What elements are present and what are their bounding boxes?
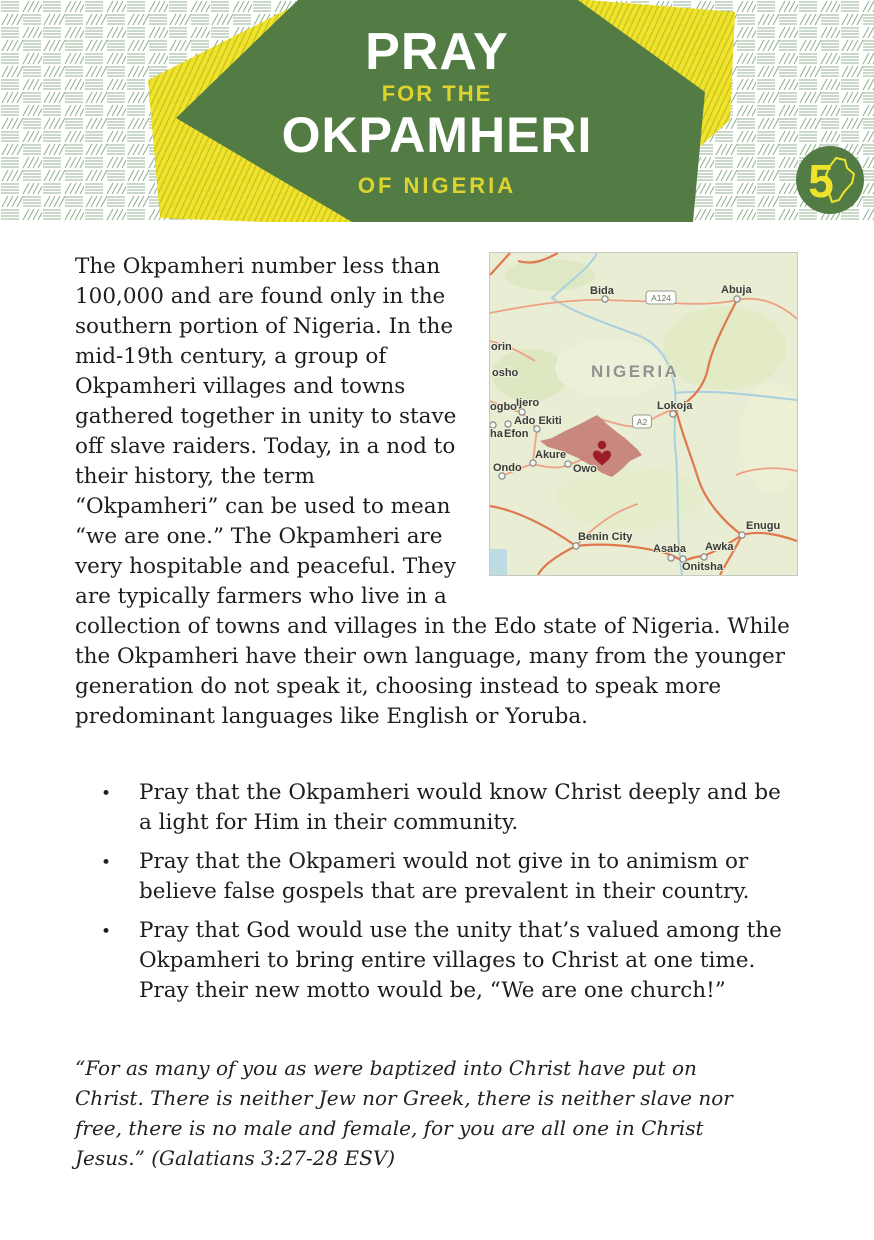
title-pray: PRAY: [365, 23, 509, 81]
prayer-point: • Pray that the Okpamheri would know Christ deeply and be a light for Him in their community.: [99, 778, 798, 838]
nigeria-map-svg: [490, 253, 797, 575]
prayer-points-list: [99, 778, 798, 1006]
city-dot: [505, 421, 511, 427]
nigeria-map: [489, 252, 798, 576]
city-label: Ondo: [493, 462, 522, 474]
partial-city-label: osho: [492, 367, 519, 379]
city-dot: [573, 543, 579, 549]
city-label: Bida: [590, 285, 614, 297]
partial-city-label: ha: [490, 428, 503, 440]
road-badge-label: A2: [636, 417, 648, 427]
city-label: Abuja: [721, 284, 752, 296]
city-label: Ijero: [516, 397, 540, 409]
road-badge-label: A124: [651, 293, 671, 303]
intro-paragraph: The Okpamheri number less than 100,000 and are found only in the southern portion of Nigeria. In the mid-19th century, a group of Okpamheri villages and towns gathered together in unity to stave off slave raiders. Today, in a nod to their history, the term “Okpamheri” can be used to mean “we are one.” The Okpamheri are very hospitable and peaceful. They are typically farmers who live in a collection of towns and villages in the Edo state of Nigeria. While the Okpamheri have their own language, many from the younger generation do not speak it, choosing instead to speak more predominant languages like English or Yoruba.: [75, 254, 790, 729]
partial-city-label: orin: [491, 341, 512, 353]
prayer-point: • Pray that the Okpameri would not give in to animism or believe false gospels that are prevalent in their country.: [99, 847, 798, 907]
prayer-point: • Pray that God would use the unity that’s valued among the Okpamheri to bring entire villages to Christ at one time. Pray their new motto would be, “We are one church!”: [99, 916, 798, 1006]
header-banner: [0, 0, 874, 222]
banner-title: [257, 23, 617, 199]
badge-number: 5: [808, 155, 834, 207]
city-label: Asaba: [653, 543, 687, 555]
city-dot: [734, 296, 740, 302]
water-corner: [490, 549, 507, 575]
partial-city-label: ogbo: [490, 401, 517, 413]
badge-5-africa-icon: [794, 144, 866, 216]
body-content: [0, 222, 874, 1173]
city-label: Benin City: [578, 531, 633, 543]
city-dot: [739, 532, 745, 538]
city-dot: [701, 554, 707, 560]
city-label: Owo: [573, 463, 597, 475]
title-okpamheri: OKPAMHERI: [281, 107, 593, 163]
title-of-nigeria: OF NIGERIA: [357, 173, 517, 198]
city-label: Efon: [504, 428, 529, 440]
city-dot: [565, 461, 571, 467]
city-label: Lokoja: [657, 400, 693, 412]
city-label: Enugu: [746, 520, 781, 532]
city-label: Onitsha: [682, 561, 723, 573]
city-label: Akure: [535, 449, 567, 461]
country-label: NIGERIA: [591, 362, 680, 381]
city-dot: [668, 555, 674, 561]
scripture-quote: “For as many of you as were baptized into Christ have put on Christ. There is neither Jew nor Greek, there is neither slave nor free, there is no male and female, for you are all one in Christ Jesus.” (Galatians 3:27-28 ESV): [75, 1056, 733, 1170]
title-for-the: FOR THE: [381, 81, 493, 106]
city-label: Ado Ekiti: [514, 415, 562, 427]
city-label: Awka: [705, 541, 734, 553]
